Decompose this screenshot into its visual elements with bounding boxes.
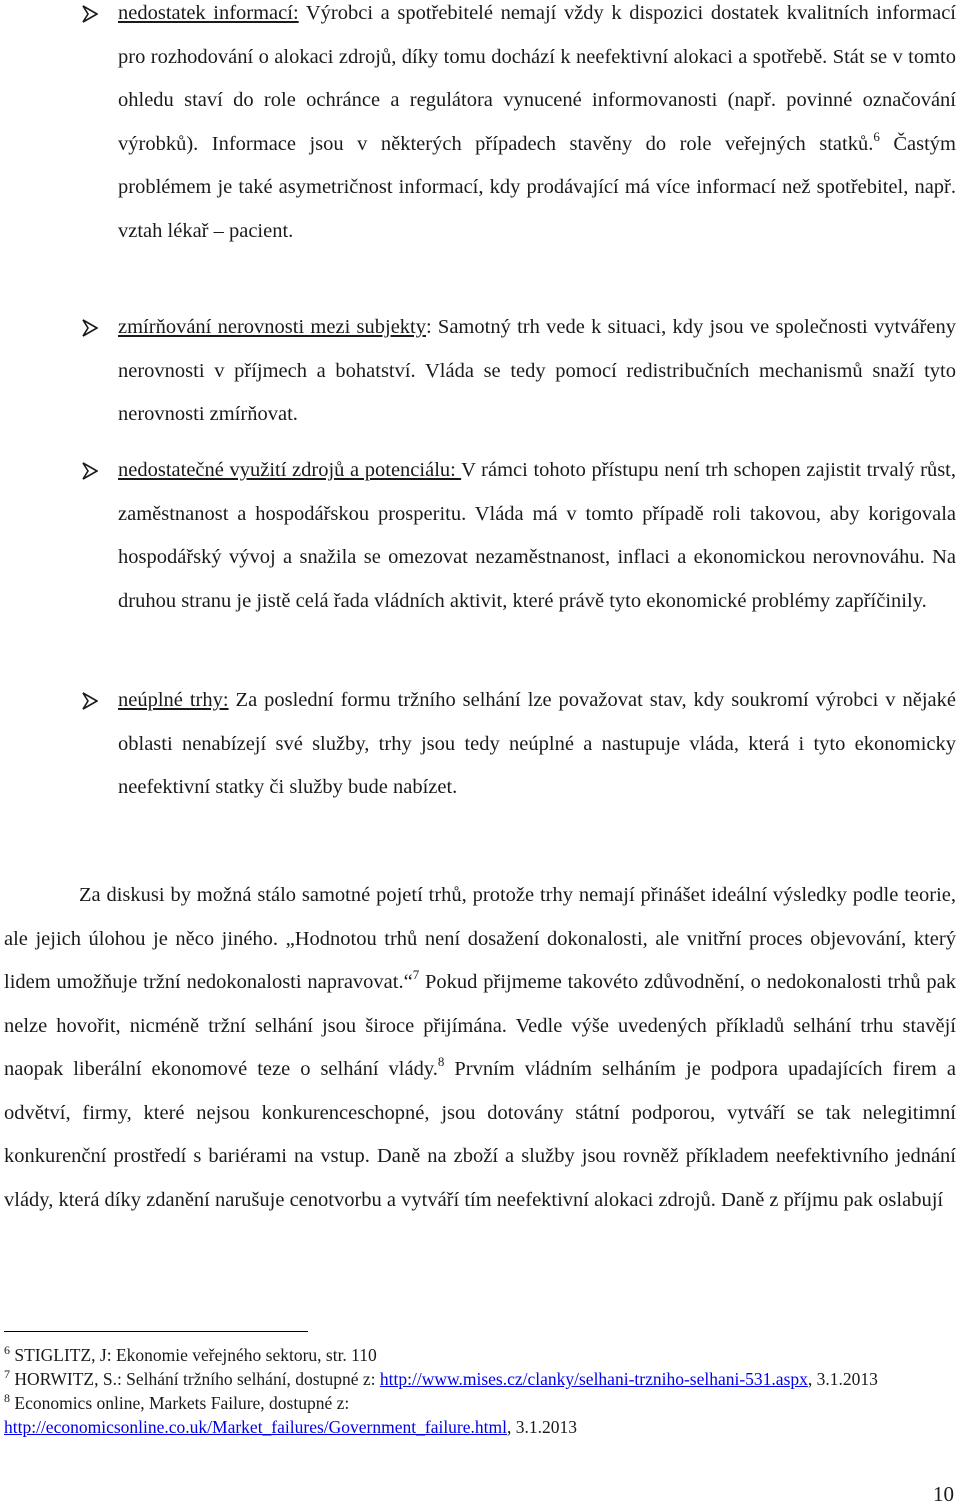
arrowhead-bullet-icon — [80, 306, 100, 349]
paragraph-text: Prvním vládním selháním je podpora upadajících firem a odvětví, firmy, které nejsou konkurenceschopné, jsou dotovány státní podporou, vytváří se tak nelegitimní konkurenční prostředí s bariérami na vstup. Daně na zboží a služby jsou rovněž příkladem neefektivního jednání vlády, která díky zdanění narušuje cenotvorbu a vytváří tím neefektivní alokaci zdrojů. Daně z příjmu pak oslabují — [4, 1058, 956, 1211]
bullet-body: Za poslední formu tržního selhání lze považovat stav, kdy soukromí výrobci v nějaké oblasti nenabízejí své služby, trhy jsou tedy neúplné a nastupuje vláda, která i tyto ekonomicky neefektivní statky či služby bude nabízet. — [118, 689, 956, 798]
bullet-text — [118, 0, 956, 253]
footnote-number: 6 — [4, 1343, 10, 1357]
bullet-title: zmírňování nerovnosti mezi subjekty — [118, 316, 426, 338]
bullet-body: V rámci tohoto přístupu není trh schopen zajistit trvalý růst, zaměstnanost a hospodářskou prosperitu. Vláda má v tomto případě roli takovou, aby korigovala hospodářský vývoj a snažila se omezovat nezaměstnanost, inflaci a ekonomickou nerovnováhu. Na druhou stranu je jistě celá řada vládních aktivit, které právě tyto ekonomické problémy zapříčinily. — [118, 459, 956, 612]
footnote-text: HORWITZ, S.: Selhání tržního selhání, dostupné z: — [10, 1369, 380, 1389]
footnote-number: 8 — [4, 1391, 10, 1405]
footnote-link[interactable]: http://economicsonline.co.uk/Market_failures/Government_failure.html — [4, 1417, 507, 1437]
bullet-body: : Samotný trh vede k situaci, kdy jsou ve společnosti vytvářeny nerovnosti v příjmech a bohatství. Vláda se tedy pomocí redistribučních mechanismů snaží tyto nerovnosti zmírňovat. — [118, 316, 956, 425]
footnote-date: , 3.1.2013 — [807, 1369, 878, 1389]
footnote — [4, 1343, 956, 1367]
arrowhead-bullet-icon — [80, 449, 100, 492]
bullet-item — [80, 0, 956, 253]
bullet-item — [80, 449, 956, 623]
footnote-link[interactable]: http://www.mises.cz/clanky/selhani-trzniho-selhani-531.aspx — [379, 1369, 808, 1389]
paragraph-text: Za diskusi by možná stálo samotné pojetí trhů, protože trhy nemají přinášet ideální výsledky podle teorie, ale jejich úlohou je něco jiného. „Hodnotou trhů není dosažení dokonalosti, ale vnitřní proces objevování, který lidem umožňuje tržní nedokonalosti napravovat.“ — [4, 884, 956, 993]
footnote-separator — [4, 1331, 308, 1332]
bullet-text — [118, 679, 956, 810]
footnotes — [4, 1343, 956, 1439]
bullet-body: Výrobci a spotřebitelé nemají vždy k dispozici dostatek kvalitních informací pro rozhodování o alokaci zdrojů, díky tomu dochází k neefektivní alokaci a spotřebě. Stát se v tomto ohledu staví do role ochránce a regulátora vynucené informovanosti (např. povinné označování výrobků). Informace jsou v některých případech stavěny do role veřejných statků. — [118, 2, 956, 155]
footnote-ref[interactable]: 7 — [412, 967, 420, 982]
footnote-text: Economics online, Markets Failure, dostupné z: — [10, 1393, 350, 1413]
footnote — [4, 1391, 956, 1439]
bullet-item — [80, 679, 956, 810]
bullet-body-cont: Častým problémem je také asymetričnost informací, kdy prodávající má více informací než spotřebitel, např. vztah lékař – pacient. — [118, 132, 956, 242]
page-number: 10 — [933, 1482, 954, 1506]
bullet-text — [118, 449, 956, 623]
paragraph-text: Pokud přijmeme takovéto zdůvodnění, o nedokonalosti trhů pak nelze hovořit, nicméně tržní selhání jsou široce přijímána. Vedle výše uvedených příkladů selhání trhu stavějí naopak liberální ekonomové teze o selhání vlády. — [4, 971, 956, 1080]
bullet-text — [118, 306, 956, 437]
footnote-ref[interactable]: 8 — [437, 1054, 445, 1069]
arrowhead-bullet-icon — [80, 679, 100, 722]
footnote — [4, 1367, 956, 1391]
footnote-ref[interactable]: 6 — [873, 128, 880, 144]
bullet-item — [80, 306, 956, 437]
bullet-title: nedostatek informací: — [118, 2, 299, 24]
footnote-date: , 3.1.2013 — [507, 1417, 577, 1437]
footnote-text: STIGLITZ, J: Ekonomie veřejného sektoru, str. 110 — [10, 1345, 377, 1365]
bullet-title: neúplné trhy: — [118, 689, 229, 711]
bullet-title: nedostatečné využití zdrojů a potenciálu: — [118, 459, 462, 481]
arrowhead-bullet-icon — [80, 0, 100, 35]
footnote-number: 7 — [4, 1367, 10, 1381]
body-paragraph — [4, 874, 956, 1222]
